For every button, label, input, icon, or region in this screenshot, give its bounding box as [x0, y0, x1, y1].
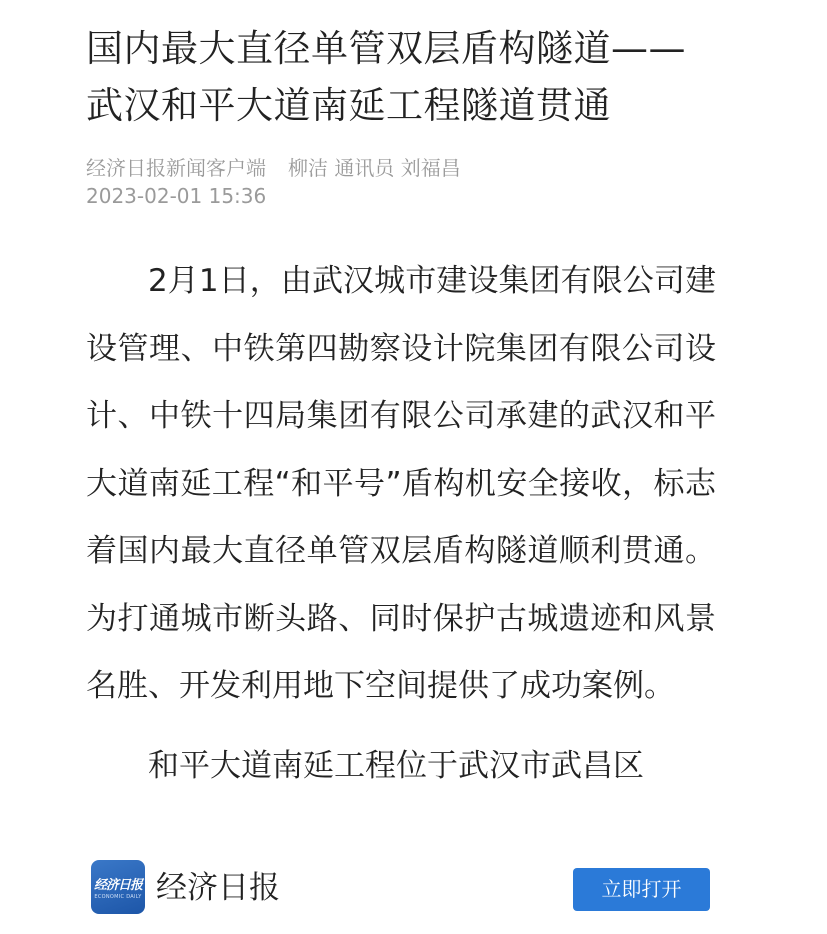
article-datetime: 2023-02-01 15:36 — [86, 184, 267, 208]
article-body — [86, 248, 716, 800]
meta-line — [86, 154, 716, 182]
article-paragraph: 2月1日，由武汉城市建设集团有限公司建设管理、中铁第四勘察设计院集团有限公司设计、中铁十四局集团有限公司承建的武汉和平大道南延工程“和平号”盾构机安全接收，标志着国内最大直径单管双层盾构隧道顺利贯通。为打通城市断头路、同时保护古城遗迹和风景名胜、开发利用地下空间提供了成功案例。 — [86, 263, 716, 704]
app-download-bar[interactable] — [0, 848, 827, 934]
article-paragraph: 和平大道南延工程位于武汉市武昌区 — [148, 747, 644, 784]
article-source: 经济日报新闻客户端 — [86, 156, 266, 180]
article-meta — [86, 154, 716, 210]
logo-subtext: ECONOMIC DAILY — [94, 894, 142, 900]
article-container — [86, 20, 716, 812]
app-logo-icon — [91, 860, 145, 914]
open-app-button[interactable]: 立即打开 — [573, 868, 710, 911]
logo-wordmark: 经济日报 — [93, 878, 142, 893]
app-name: 经济日报 — [156, 870, 280, 906]
article-title: 国内最大直径单管双层盾构隧道——武汉和平大道南延工程隧道贯通 — [86, 27, 686, 127]
article-authors: 柳洁 通讯员 刘福昌 — [288, 156, 461, 180]
